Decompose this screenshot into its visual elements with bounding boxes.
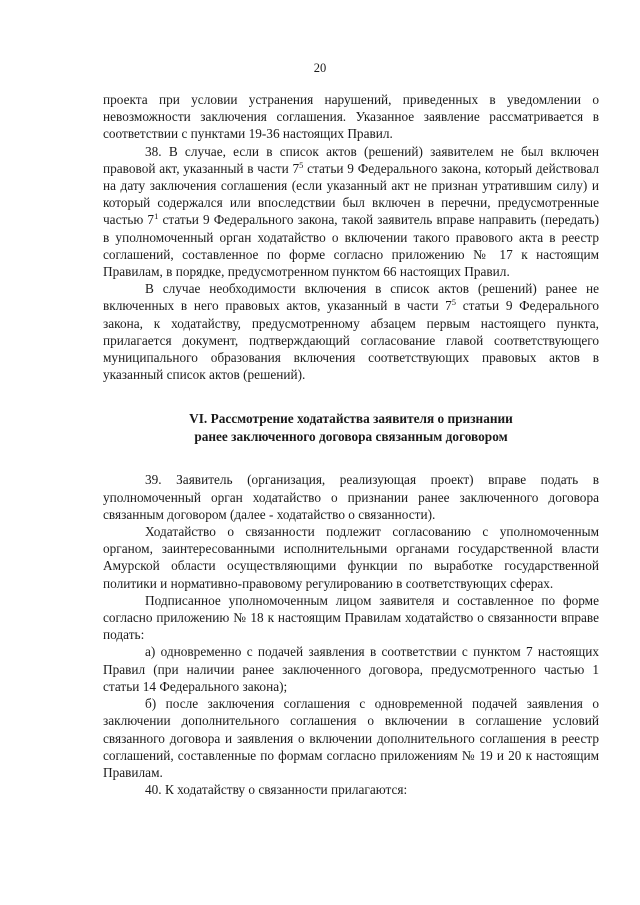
paragraph-approval: Ходатайство о связанности подлежит согласованию с уполномоченным органом, заинтересованными исполнительными органами государственной власти Амурской области осуществляющими функции по выработке государственной политики и нормативно-правовому регулированию в соответствующих сферах. <box>103 524 599 591</box>
section-heading <box>103 410 599 446</box>
section-heading-line-2: ранее заключенного договора связанным договором <box>194 429 508 445</box>
paragraph-40: 40. К ходатайству о связанности прилагаются: <box>145 782 408 798</box>
list-item-b: б) после заключения соглашения с одновременной подачей заявления о заключении дополнительного соглашения о включении в соглашение условий связанного договора и заявления о включении дополнительного соглашения в реестр соглашений, составленные по формам согласно приложениям № 19 и 20 к настоящим Правилам. <box>103 696 599 780</box>
page-number: 20 <box>313 61 327 75</box>
paragraph-continuation: проекта при условии устранения нарушений, приведенных в уведомлении о невозможности заключения соглашения. Указанное заявление рассматривается в соответствии с пунктами 19-36 настоящих Правил. <box>103 92 599 142</box>
section-heading-line-1: VI. Рассмотрение ходатайства заявителя о признании <box>189 411 513 427</box>
list-item-a: а) одновременно с подачей заявления в соответствии с пунктом 7 настоящих Правил (при наличии ранее заключенного договора, предусмотренного частью 1 статьи 14 Федерального закона); <box>103 644 599 694</box>
paragraph-38-second: В случае необходимости включения в список актов (решений) ранее не включенных в него правовых актов, указанный в части $7^5$ статьи 9 Федерального закона, к ходатайству, предусмотренному абзацем первым настоящего пункта, прилагается документ, подтверждающий согласование главой соответствующего муниципального образования включения соответствующих правовых актов в указанный список актов (решений). <box>103 281 599 383</box>
document-body <box>103 91 599 798</box>
paragraph-39: 39. Заявитель (организация, реализующая проект) вправе подать в уполномоченный орган ходатайство о признании ранее заключенного договора связанным договором (далее - ходатайство о связанности). <box>103 472 599 522</box>
paragraph-submission: Подписанное уполномоченным лицом заявителя и составленное по форме согласно приложению № 18 к настоящим Правилам ходатайство о связанности вправе подать: <box>103 592 599 643</box>
paragraph-38: 38. В случае, если в список актов (решений) заявителем не был включен правовой акт, указанный в части $7^5$ статьи 9 Федерального закона, который действовал на дату заключения соглашения (если указанный акт не признан утратившим силу) и который содержался или впоследствии был включен в перечни, предусмотренные частью $7^1$ статьи 9 Федерального закона, такой заявитель вправе направить (передать) в уполномоченный орган ходатайство о включении такого правового акта в реестр соглашений, составленное по форме согласно приложению № 17 к настоящим Правилам, в порядке, предусмотренном пунктом 66 настоящих Правил. <box>103 143 599 280</box>
